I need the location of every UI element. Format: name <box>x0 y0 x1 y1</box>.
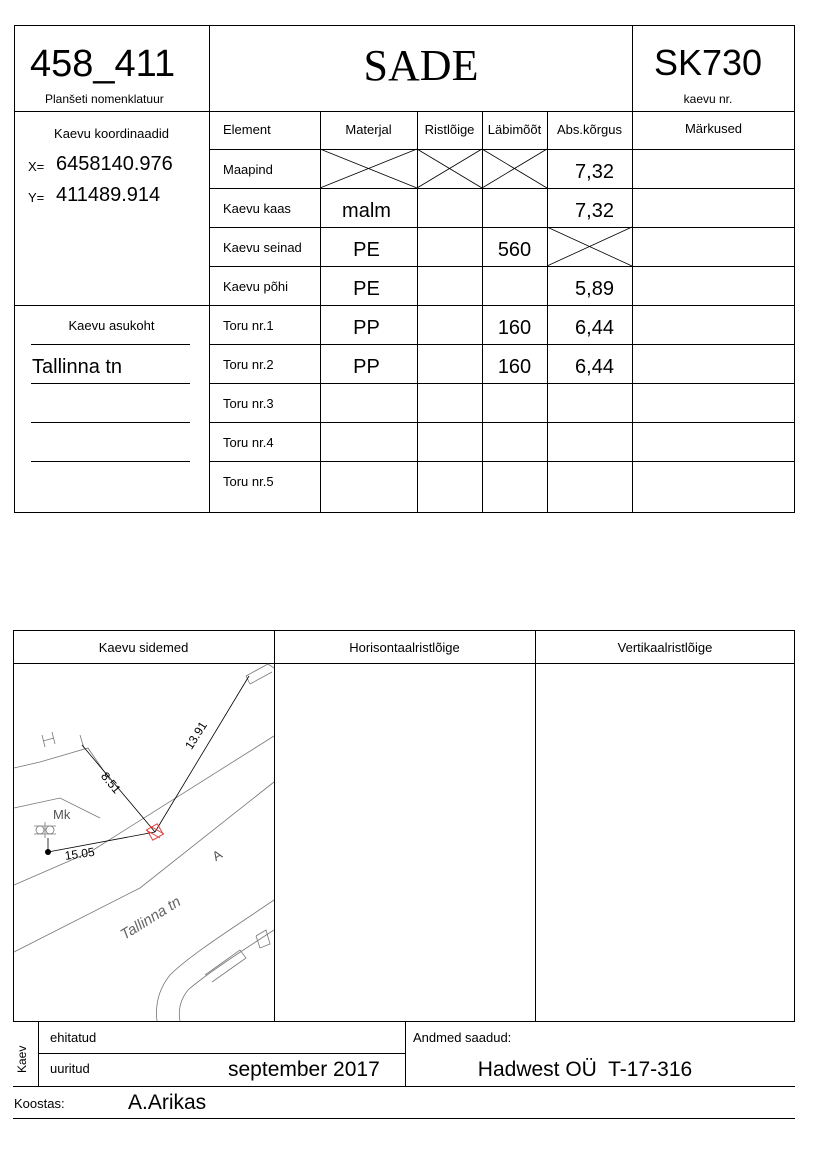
row-material: PE <box>353 278 380 300</box>
location-street: Tallinna tn <box>32 356 123 378</box>
side-label: Kaev <box>15 1045 29 1073</box>
survey-date: september 2017 <box>228 1058 380 1081</box>
divider <box>13 1086 795 1087</box>
row-element: Toru nr.1 <box>223 318 274 333</box>
location-label: Kaevu asukoht <box>68 318 155 333</box>
horizontal-section-title: Horisontaalristlõige <box>349 640 460 655</box>
row-diameter: 560 <box>497 239 532 261</box>
header-notes: Märkused <box>684 121 743 136</box>
row-element: Toru nr.4 <box>223 435 274 450</box>
street-label: Tallinna tn <box>117 893 185 944</box>
row-element: Maapind <box>223 162 273 177</box>
row-material: PP <box>353 356 380 378</box>
x-prefix: X= <box>28 159 45 174</box>
distance-label: 15.05 <box>63 844 96 863</box>
connections-title: Kaevu sidemed <box>98 640 189 655</box>
row-element: Toru nr.2 <box>223 357 274 372</box>
manhole-label: Mk <box>53 807 71 822</box>
row-abs-height: 6,44 <box>575 317 614 339</box>
row-element: Toru nr.3 <box>223 396 274 411</box>
header-element: Element <box>223 122 271 137</box>
row-abs-height: 5,89 <box>575 278 614 300</box>
compiled-label: Koostas: <box>14 1096 65 1111</box>
vertical-section-title: Vertikaalristlõige <box>617 640 713 655</box>
row-element: Toru nr.5 <box>223 474 274 489</box>
x-coordinate: 6458140.976 <box>56 153 173 175</box>
page-title: SADE <box>363 41 479 90</box>
well-number: SK730 <box>653 42 763 83</box>
distance-label: 13.91 <box>182 719 210 752</box>
plansheet-number: 458_411 <box>30 43 176 85</box>
building-label: A <box>209 846 225 864</box>
y-coordinate: 411489.914 <box>56 184 161 206</box>
data-source: Hadwest OÜ T-17-316 <box>477 1058 693 1081</box>
row-material: PP <box>353 317 380 339</box>
divider <box>13 1118 795 1119</box>
built-label: ehitatud <box>50 1030 97 1045</box>
row-abs-height: 6,44 <box>575 356 614 378</box>
data-source-label: Andmed saadud: <box>413 1030 512 1045</box>
row-material: malm <box>342 200 391 222</box>
header-material: Materjal <box>345 122 392 137</box>
distance-label: 8.51 <box>98 769 124 797</box>
divider <box>38 1053 405 1054</box>
header-cross-section: Ristlõige <box>424 122 475 137</box>
row-element: Kaevu seinad <box>223 240 302 255</box>
row-element: Kaevu kaas <box>223 201 291 216</box>
row-diameter: 160 <box>497 356 532 378</box>
header-diameter: Läbimõõt <box>487 122 542 137</box>
row-element: Kaevu põhi <box>223 279 289 294</box>
header-abs-height: Abs.kõrgus <box>556 122 623 137</box>
row-material: PE <box>353 239 380 261</box>
row-diameter: 160 <box>497 317 532 339</box>
surveyed-label: uuritud <box>50 1061 90 1076</box>
coordinates-label: Kaevu koordinaadid <box>54 126 169 141</box>
well-number-label: kaevu nr. <box>683 92 733 106</box>
divider <box>38 1022 39 1086</box>
compiled-by: A.Arikas <box>128 1091 207 1114</box>
row-abs-height: 7,32 <box>575 161 614 183</box>
row-abs-height: 7,32 <box>575 200 614 222</box>
plansheet-label: Planšeti nomenklatuur <box>45 92 164 106</box>
y-prefix: Y= <box>28 190 45 205</box>
